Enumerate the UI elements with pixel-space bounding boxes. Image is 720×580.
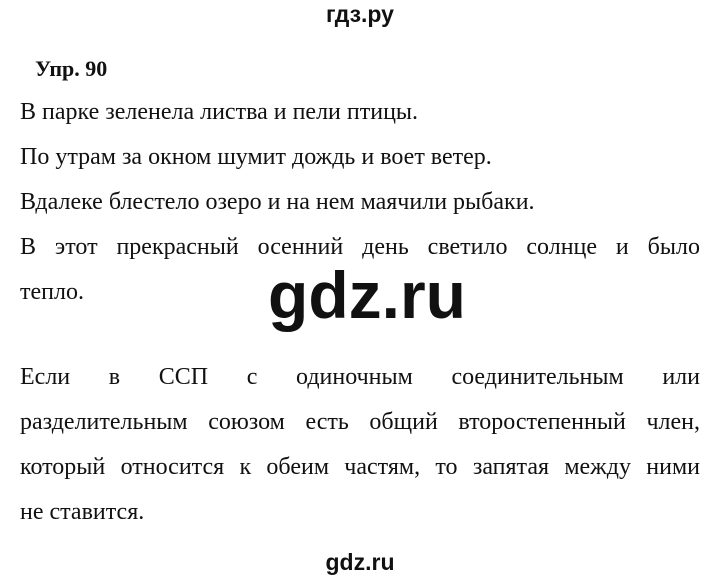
- sentence-1: В парке зеленела листва и пели птицы.: [20, 99, 419, 125]
- sentence-3: Вдалеке блестело озеро и на нем маячили рыбаки.: [20, 189, 535, 215]
- exercise-title: Упр. 90: [35, 56, 108, 81]
- watermark: gdz.ru: [268, 258, 466, 332]
- sentence-4-end: тепло.: [20, 279, 84, 305]
- site-footer: gdz.ru: [325, 549, 395, 575]
- rule-line-3: который относится к обеим частям, то запятая между ними: [20, 454, 700, 480]
- rule-line-2: разделительным союзом есть общий второстепенный член,: [20, 409, 700, 435]
- site-header: гдз.ру: [326, 1, 394, 27]
- rule-line-4: не ставится.: [20, 499, 145, 525]
- sentence-4: В этот прекрасный осенний день светило солнце и было: [20, 234, 700, 260]
- sentence-2: По утрам за окном шумит дождь и воет ветер.: [20, 144, 492, 170]
- rule-line-1: Если в ССП с одиночным соединительным или: [20, 364, 700, 390]
